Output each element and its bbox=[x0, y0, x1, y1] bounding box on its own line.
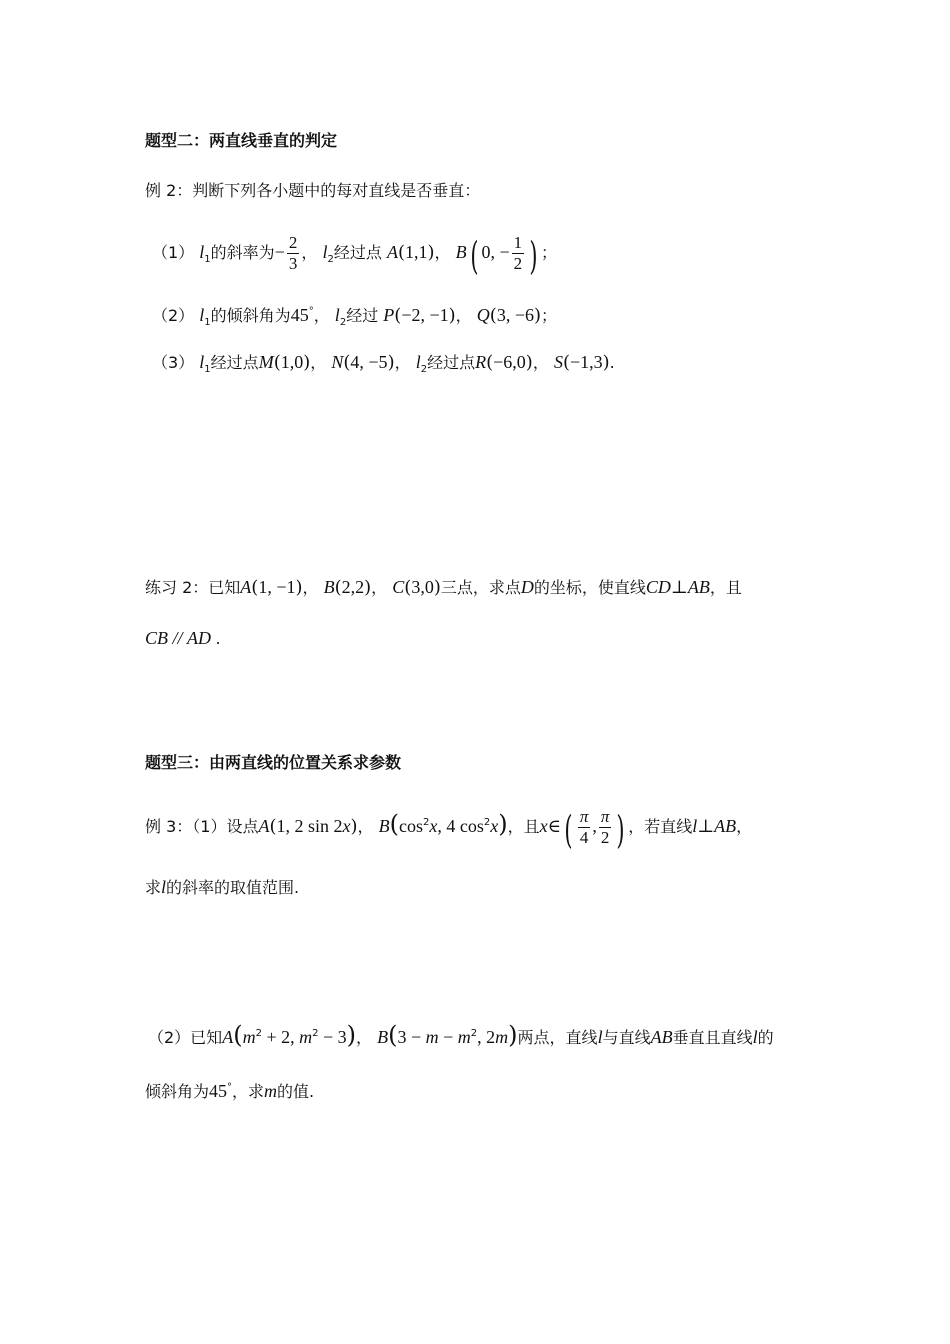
coordinates: −1,3 bbox=[569, 352, 603, 372]
point-B: B bbox=[378, 816, 390, 836]
line-l2: l bbox=[334, 305, 340, 325]
segment-AB: AB bbox=[650, 1027, 673, 1047]
line-l: l bbox=[752, 1027, 758, 1047]
text: 的斜率为 bbox=[210, 243, 275, 262]
comma: ， bbox=[310, 353, 327, 372]
minus-sign: − bbox=[274, 242, 285, 262]
text: 与直线 bbox=[602, 1028, 651, 1047]
exponent: 2 bbox=[255, 1028, 262, 1039]
comma: ， bbox=[301, 243, 318, 262]
point-M: M bbox=[258, 352, 274, 372]
coordinates: 1,1 bbox=[404, 242, 428, 262]
text: 的 bbox=[757, 1028, 774, 1047]
question-number: （3） bbox=[152, 353, 195, 372]
practice2-line1: 练习 2：已知A(1, −1)， B(2,2)， C(3,0)三点，求点D的坐标，使直线CD⊥AB，且 bbox=[145, 577, 742, 598]
coordinates: 3,0 bbox=[411, 577, 434, 597]
semicolon: ； bbox=[541, 306, 558, 325]
coordinates: 1,0 bbox=[280, 352, 304, 372]
text: 经过点 bbox=[333, 243, 382, 262]
comma: , bbox=[592, 816, 597, 836]
coordinates: 1, −1 bbox=[258, 577, 296, 597]
comma: ， bbox=[455, 306, 472, 325]
example-label: （2）已知 bbox=[148, 1028, 223, 1047]
numerator: 1 bbox=[513, 233, 523, 252]
segment-AB: AB bbox=[714, 816, 737, 836]
point-B: B bbox=[455, 242, 467, 262]
point-B: B bbox=[323, 577, 335, 597]
subscript: 2 bbox=[327, 254, 334, 265]
line-l2: l bbox=[322, 242, 328, 262]
text: 经过 bbox=[346, 306, 379, 325]
line-l: l bbox=[161, 877, 167, 897]
variable-x: x bbox=[429, 816, 438, 836]
segment-CB: CB bbox=[145, 628, 169, 648]
ex3-part2-line2 bbox=[145, 1078, 314, 1102]
text: 两点，直线 bbox=[517, 1028, 598, 1047]
point-A: A bbox=[258, 816, 270, 836]
example2-intro: 例 2：判断下列各小题中的每对直线是否垂直： bbox=[145, 181, 481, 200]
denominator: 3 bbox=[288, 254, 298, 273]
point-A: A bbox=[240, 577, 252, 597]
minus-sign: − bbox=[438, 1027, 458, 1047]
ex3-part2-line1: （2）已知$A(m^2 + 2$, $m^2 - 3$)， $B(3 - m - m^2$, 2m)两点，直线l与直线AB垂直且直线l的 bbox=[148, 1021, 774, 1049]
text: 的倾斜角为 bbox=[210, 306, 291, 325]
point-R: R bbox=[475, 352, 487, 372]
subscript: 1 bbox=[204, 254, 211, 265]
point-Q: Q bbox=[476, 305, 490, 325]
coordinates: + 2, bbox=[261, 1027, 300, 1047]
text: 经过点 bbox=[427, 353, 476, 372]
comma: ， bbox=[532, 353, 549, 372]
subscript: 1 bbox=[204, 364, 211, 375]
semicolon: ； bbox=[540, 243, 557, 262]
exponent: 2 bbox=[423, 817, 430, 828]
coordinates: −2, −1 bbox=[401, 305, 449, 325]
point-B: B bbox=[377, 1027, 389, 1047]
element-of-symbol: ∈ bbox=[547, 816, 561, 836]
subscript: 2 bbox=[420, 364, 428, 375]
line-l1: l bbox=[199, 352, 205, 372]
coordinates: − 3 bbox=[318, 1027, 347, 1047]
variable-x: x bbox=[490, 816, 499, 836]
text: 的值. bbox=[277, 1082, 315, 1101]
coordinates: 2,2 bbox=[341, 577, 365, 597]
exponent: 2 bbox=[312, 1028, 319, 1039]
ex3-part1-line1: 例 3：（1）设点A(1, 2 sin 2x)， $B(\cos^2x$, 4 $\cos^2x$)，且x∈( $\frac{\pi}{4}$ , $\frac{\pi}{2}$ ) ，若直线l⊥AB， bbox=[145, 807, 753, 852]
text: 的坐标，使直线 bbox=[533, 578, 646, 597]
ex2-question-3: （3） $l_1$经过点M(1,0)， N(4, −5)， $l_2$经过点R(−6,0)， S(−1,3). bbox=[152, 352, 615, 375]
coordinates: 3 − bbox=[397, 1027, 426, 1047]
coordinates: , 2 bbox=[477, 1027, 496, 1047]
line-l1: l bbox=[199, 242, 205, 262]
denominator: 2 bbox=[600, 828, 610, 847]
text: 垂直且直线 bbox=[672, 1028, 753, 1047]
degree-symbol: ° bbox=[227, 1082, 233, 1093]
section3-heading: 题型三：由两直线的位置关系求参数 bbox=[145, 753, 402, 772]
fraction-pi-2 bbox=[599, 807, 612, 848]
ex3-part1-line2 bbox=[145, 877, 299, 898]
variable-m: m bbox=[242, 1027, 256, 1047]
text: 的斜率的取值范围. bbox=[166, 878, 300, 897]
angle-value: 45 bbox=[209, 1081, 228, 1101]
denominator: 2 bbox=[513, 254, 523, 273]
fraction-2-3 bbox=[287, 233, 300, 274]
segment-CD: CD bbox=[645, 577, 671, 597]
variable-m: m bbox=[495, 1027, 509, 1047]
comma: ， bbox=[302, 578, 319, 597]
text: ，求 bbox=[232, 1082, 265, 1101]
variable-m: m bbox=[425, 1027, 439, 1047]
text: ，且 bbox=[507, 817, 540, 836]
subscript: 2 bbox=[339, 317, 347, 328]
perpendicular-symbol: ⊥ bbox=[670, 577, 688, 597]
numerator: π bbox=[579, 807, 589, 826]
period: . bbox=[609, 353, 615, 372]
degree-symbol: ° bbox=[308, 306, 314, 317]
fraction-1-2 bbox=[512, 233, 525, 274]
exponent: 2 bbox=[483, 817, 491, 828]
coordinates: , 4 cos bbox=[437, 816, 484, 836]
line-l: l bbox=[692, 816, 698, 836]
comma: ， bbox=[434, 243, 451, 262]
coordinates: 3, −6 bbox=[496, 305, 534, 325]
point-A: A bbox=[222, 1027, 234, 1047]
subscript: 1 bbox=[204, 317, 211, 328]
section2-heading: 题型二：两直线垂直的判定 bbox=[145, 131, 338, 150]
exponent: 2 bbox=[470, 1028, 478, 1039]
denominator: 4 bbox=[579, 828, 589, 847]
coordinates: −6,0 bbox=[493, 352, 526, 372]
angle-value: 45 bbox=[290, 305, 309, 325]
comma: ， bbox=[356, 1028, 373, 1047]
comma: ， bbox=[357, 817, 374, 836]
segment-AD: AD bbox=[187, 628, 212, 648]
practice2-line2 bbox=[145, 628, 221, 649]
numerator: π bbox=[600, 807, 610, 826]
variable-x: x bbox=[539, 816, 548, 836]
point-D: D bbox=[520, 577, 534, 597]
practice-label: 练习 2：已知 bbox=[145, 578, 241, 597]
text: 求 bbox=[145, 878, 162, 897]
coordinates: 4, −5 bbox=[350, 352, 388, 372]
point-P: P bbox=[383, 305, 395, 325]
text: ，且 bbox=[709, 578, 742, 597]
cos-function: cos bbox=[399, 816, 424, 836]
parallel-symbol: // bbox=[172, 628, 183, 648]
question-number: （1） bbox=[152, 243, 195, 262]
ex2-question-1: （1） $l_1$的斜率为− $\frac{2}{3}$ ， $l_2$经过点 A(1,1)， B( 0, − $\frac{1}{2}$ ) ； bbox=[152, 233, 557, 278]
text: 倾斜角为 bbox=[145, 1082, 210, 1101]
text: ，若直线 bbox=[628, 817, 693, 836]
coordinates: 1, 2 sin 2 bbox=[276, 816, 343, 836]
period: . bbox=[215, 629, 221, 648]
fraction-pi-4 bbox=[578, 807, 591, 848]
variable-m: m bbox=[264, 1081, 278, 1101]
line-l: l bbox=[597, 1027, 603, 1047]
point-N: N bbox=[331, 352, 344, 372]
line-l2: l bbox=[415, 352, 421, 372]
variable-m: m bbox=[299, 1027, 313, 1047]
numerator: 2 bbox=[288, 233, 298, 252]
variable-m: m bbox=[457, 1027, 471, 1047]
ex2-question-2: （2） $l_1$的倾斜角为45°， $l_2$经过 P(−2, −1)， Q(3, −6)； bbox=[152, 305, 558, 328]
comma: ， bbox=[394, 353, 411, 372]
point-C: C bbox=[392, 577, 405, 597]
segment-AB: AB bbox=[687, 577, 710, 597]
perpendicular-symbol: ⊥ bbox=[697, 816, 715, 836]
example-label: 例 3：（1）设点 bbox=[145, 817, 259, 836]
comma: ， bbox=[371, 578, 388, 597]
coordinates: 0, − bbox=[481, 242, 510, 262]
point-S: S bbox=[553, 352, 563, 372]
comma: ， bbox=[736, 817, 753, 836]
text: 三点，求点 bbox=[440, 578, 521, 597]
variable-x: x bbox=[342, 816, 351, 836]
text: 经过点 bbox=[210, 353, 259, 372]
point-A: A bbox=[386, 242, 398, 262]
comma: ， bbox=[313, 306, 330, 325]
question-number: （2） bbox=[152, 306, 195, 325]
line-l1: l bbox=[199, 305, 205, 325]
